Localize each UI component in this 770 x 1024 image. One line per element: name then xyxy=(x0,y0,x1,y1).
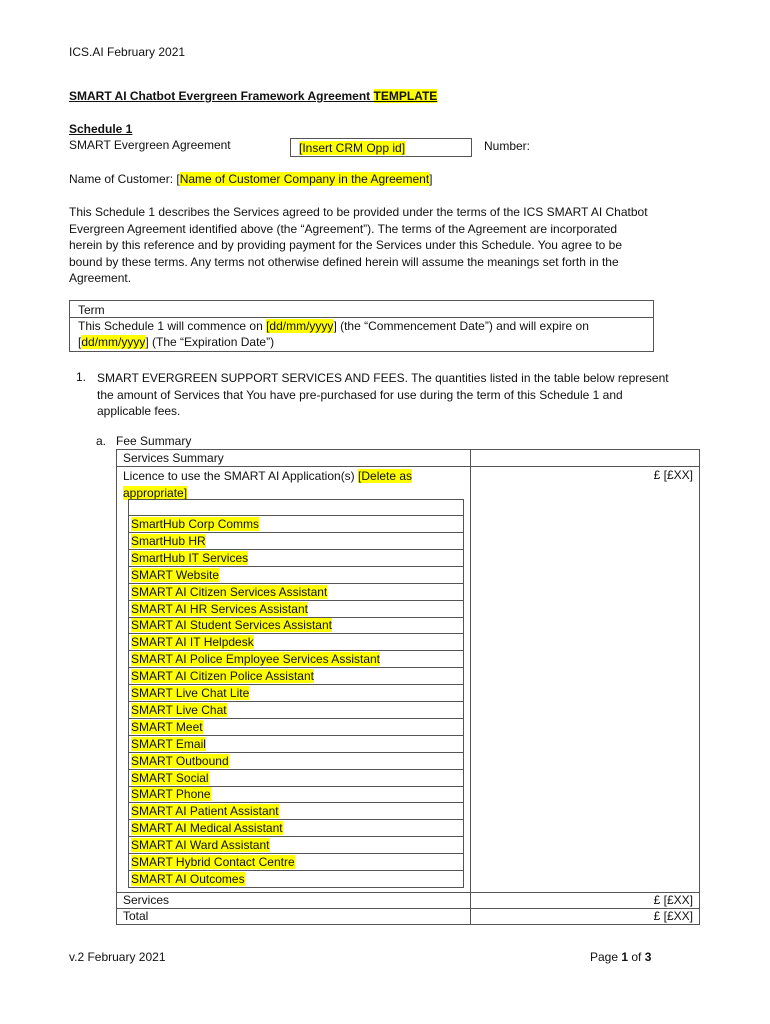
service-name: SMART Phone xyxy=(131,787,211,802)
delete-as-appropriate-cont: appropriate] xyxy=(123,485,188,500)
services-summary-heading: Services Summary xyxy=(123,451,224,465)
crm-id-field[interactable] xyxy=(290,138,472,157)
running-header: ICS.AI February 2021 xyxy=(69,45,186,59)
customer-close-bracket: ] xyxy=(429,172,433,186)
service-name: SMART Live Chat xyxy=(131,702,227,717)
service-list-item xyxy=(128,719,464,736)
service-name: SMART AI Citizen Police Assistant xyxy=(131,669,314,684)
section-1-text xyxy=(97,370,669,420)
term-line-1 xyxy=(78,319,589,333)
service-list-item xyxy=(128,753,464,770)
service-name: SMART AI Police Employee Services Assistant xyxy=(131,652,380,667)
fee-summary-label: Fee Summary xyxy=(116,434,192,448)
service-name: SMART AI Citizen Services Assistant xyxy=(131,584,328,599)
section-1-line: applicable fees. xyxy=(97,404,181,419)
service-list-item xyxy=(128,516,464,533)
service-list-item xyxy=(128,617,464,634)
page-word: Page xyxy=(590,950,622,964)
service-list-item xyxy=(128,668,464,685)
term-line-2 xyxy=(78,335,274,349)
customer-name-placeholder: Name of Customer Company in the Agreement xyxy=(179,172,430,186)
service-list-item xyxy=(128,854,464,871)
services-summary-cell xyxy=(116,449,471,467)
customer-label: Name of Customer: [ xyxy=(69,172,180,186)
service-list-item xyxy=(128,584,464,601)
service-list-item xyxy=(128,770,464,787)
services-price-cell xyxy=(470,892,700,909)
service-list-item xyxy=(128,601,464,618)
licence-label: Licence to use the SMART AI Application(s) xyxy=(123,469,359,483)
licence-text xyxy=(123,468,412,501)
service-name: SMART AI Ward Assistant xyxy=(131,838,270,853)
service-list-item xyxy=(128,736,464,753)
service-list-item xyxy=(128,685,464,702)
number-label: Number: xyxy=(484,139,531,153)
service-list-item xyxy=(128,786,464,803)
current-page: 1 xyxy=(621,950,629,964)
commencement-date: [dd/mm/yyyy xyxy=(266,319,334,333)
total-pages: 3 xyxy=(644,950,652,964)
schedule-heading: Schedule 1 xyxy=(69,122,133,136)
services-summary-price-cell xyxy=(470,449,700,467)
intro-line: bound by these terms. Any terms not otherwise defined herein will assume the meanings set forth in the xyxy=(69,254,619,269)
term-box xyxy=(69,300,654,352)
service-name: SmartHub Corp Comms xyxy=(131,517,260,531)
service-name: SMART Live Chat Lite xyxy=(131,686,250,700)
term-divider xyxy=(70,317,653,318)
service-list-item xyxy=(128,820,464,837)
services-label: Services xyxy=(123,893,170,907)
term-expiration-text: ] (The “Expiration Date”) xyxy=(145,335,275,349)
term-commence-text: This Schedule 1 will commence on xyxy=(78,319,267,333)
service-name: SMART AI Student Services Assistant xyxy=(131,618,332,633)
document-title xyxy=(69,89,437,103)
intro-line: Evergreen Agreement identified above (the “Agreement”). The terms of the Agreement are incorporated xyxy=(69,221,618,236)
service-list-item xyxy=(128,634,464,651)
term-expire-text: ] (the “Commencement Date”) and will expire on xyxy=(333,319,589,333)
service-name: SMART Meet xyxy=(131,719,203,734)
customer-name-line xyxy=(69,172,433,186)
service-list-item xyxy=(128,651,464,668)
intro-line: Agreement. xyxy=(69,271,132,286)
total-price: £ [£XX] xyxy=(653,909,693,923)
services-row-cell xyxy=(116,892,471,909)
service-name: SMART Website xyxy=(131,567,220,582)
service-name: SMART Social xyxy=(131,770,209,785)
intro-paragraph xyxy=(69,204,648,287)
service-list-item xyxy=(128,803,464,820)
licence-price-cell xyxy=(470,466,700,893)
term-open-bracket: [ xyxy=(78,335,82,349)
total-row-cell xyxy=(116,908,471,925)
service-name: SmartHub IT Services xyxy=(131,550,249,565)
service-name: SMART AI Medical Assistant xyxy=(131,821,283,836)
page-number xyxy=(590,950,651,964)
fee-summary-letter: a. xyxy=(96,434,107,448)
service-list-item xyxy=(128,550,464,567)
expiration-date: dd/mm/yyyy xyxy=(81,335,146,349)
of-word: of xyxy=(628,950,645,964)
service-list-item xyxy=(128,702,464,719)
service-name: SMART Email xyxy=(131,736,206,751)
service-name: SMART AI Patient Assistant xyxy=(131,804,279,819)
footer-version: v.2 February 2021 xyxy=(69,950,166,964)
crm-id-placeholder: [Insert CRM Opp id] xyxy=(299,141,406,155)
service-list-blank-row xyxy=(128,499,464,516)
intro-line: This Schedule 1 describes the Services agreed to be provided under the terms of the ICS SMART AI Chatbot xyxy=(69,205,648,219)
service-name: SMART Hybrid Contact Centre xyxy=(131,855,295,869)
agreement-label: SMART Evergreen Agreement xyxy=(69,138,231,152)
service-name: SmartHub HR xyxy=(131,533,206,548)
service-name: SMART Outbound xyxy=(131,753,229,768)
term-heading: Term xyxy=(78,303,105,317)
section-1-line: SMART EVERGREEN SUPPORT SERVICES AND FEES. The quantities listed in the table below represent xyxy=(97,371,669,385)
section-number: 1. xyxy=(76,370,87,384)
service-list-item xyxy=(128,567,464,584)
service-list-item xyxy=(128,533,464,550)
services-price: £ [£XX] xyxy=(653,893,693,907)
delete-as-appropriate: [Delete as xyxy=(358,469,413,483)
service-name: SMART AI IT Helpdesk xyxy=(131,635,254,650)
total-label: Total xyxy=(123,909,149,923)
total-price-cell xyxy=(470,908,700,925)
service-name: SMART AI Outcomes xyxy=(131,871,245,886)
title-template-tag: TEMPLATE xyxy=(373,89,438,103)
service-list-item xyxy=(128,871,464,888)
intro-line: herein by this reference and by providing payment for the Services under this Schedule. You agree to be xyxy=(69,238,623,253)
service-list-item xyxy=(128,837,464,854)
title-text: SMART AI Chatbot Evergreen Framework Agreement xyxy=(69,89,374,103)
section-1-line: the amount of Services that You have pre-purchased for use during the term of this Schedule 1 and xyxy=(97,387,623,402)
service-name: SMART AI HR Services Assistant xyxy=(131,601,308,616)
licence-price: £ [£XX] xyxy=(653,468,693,482)
